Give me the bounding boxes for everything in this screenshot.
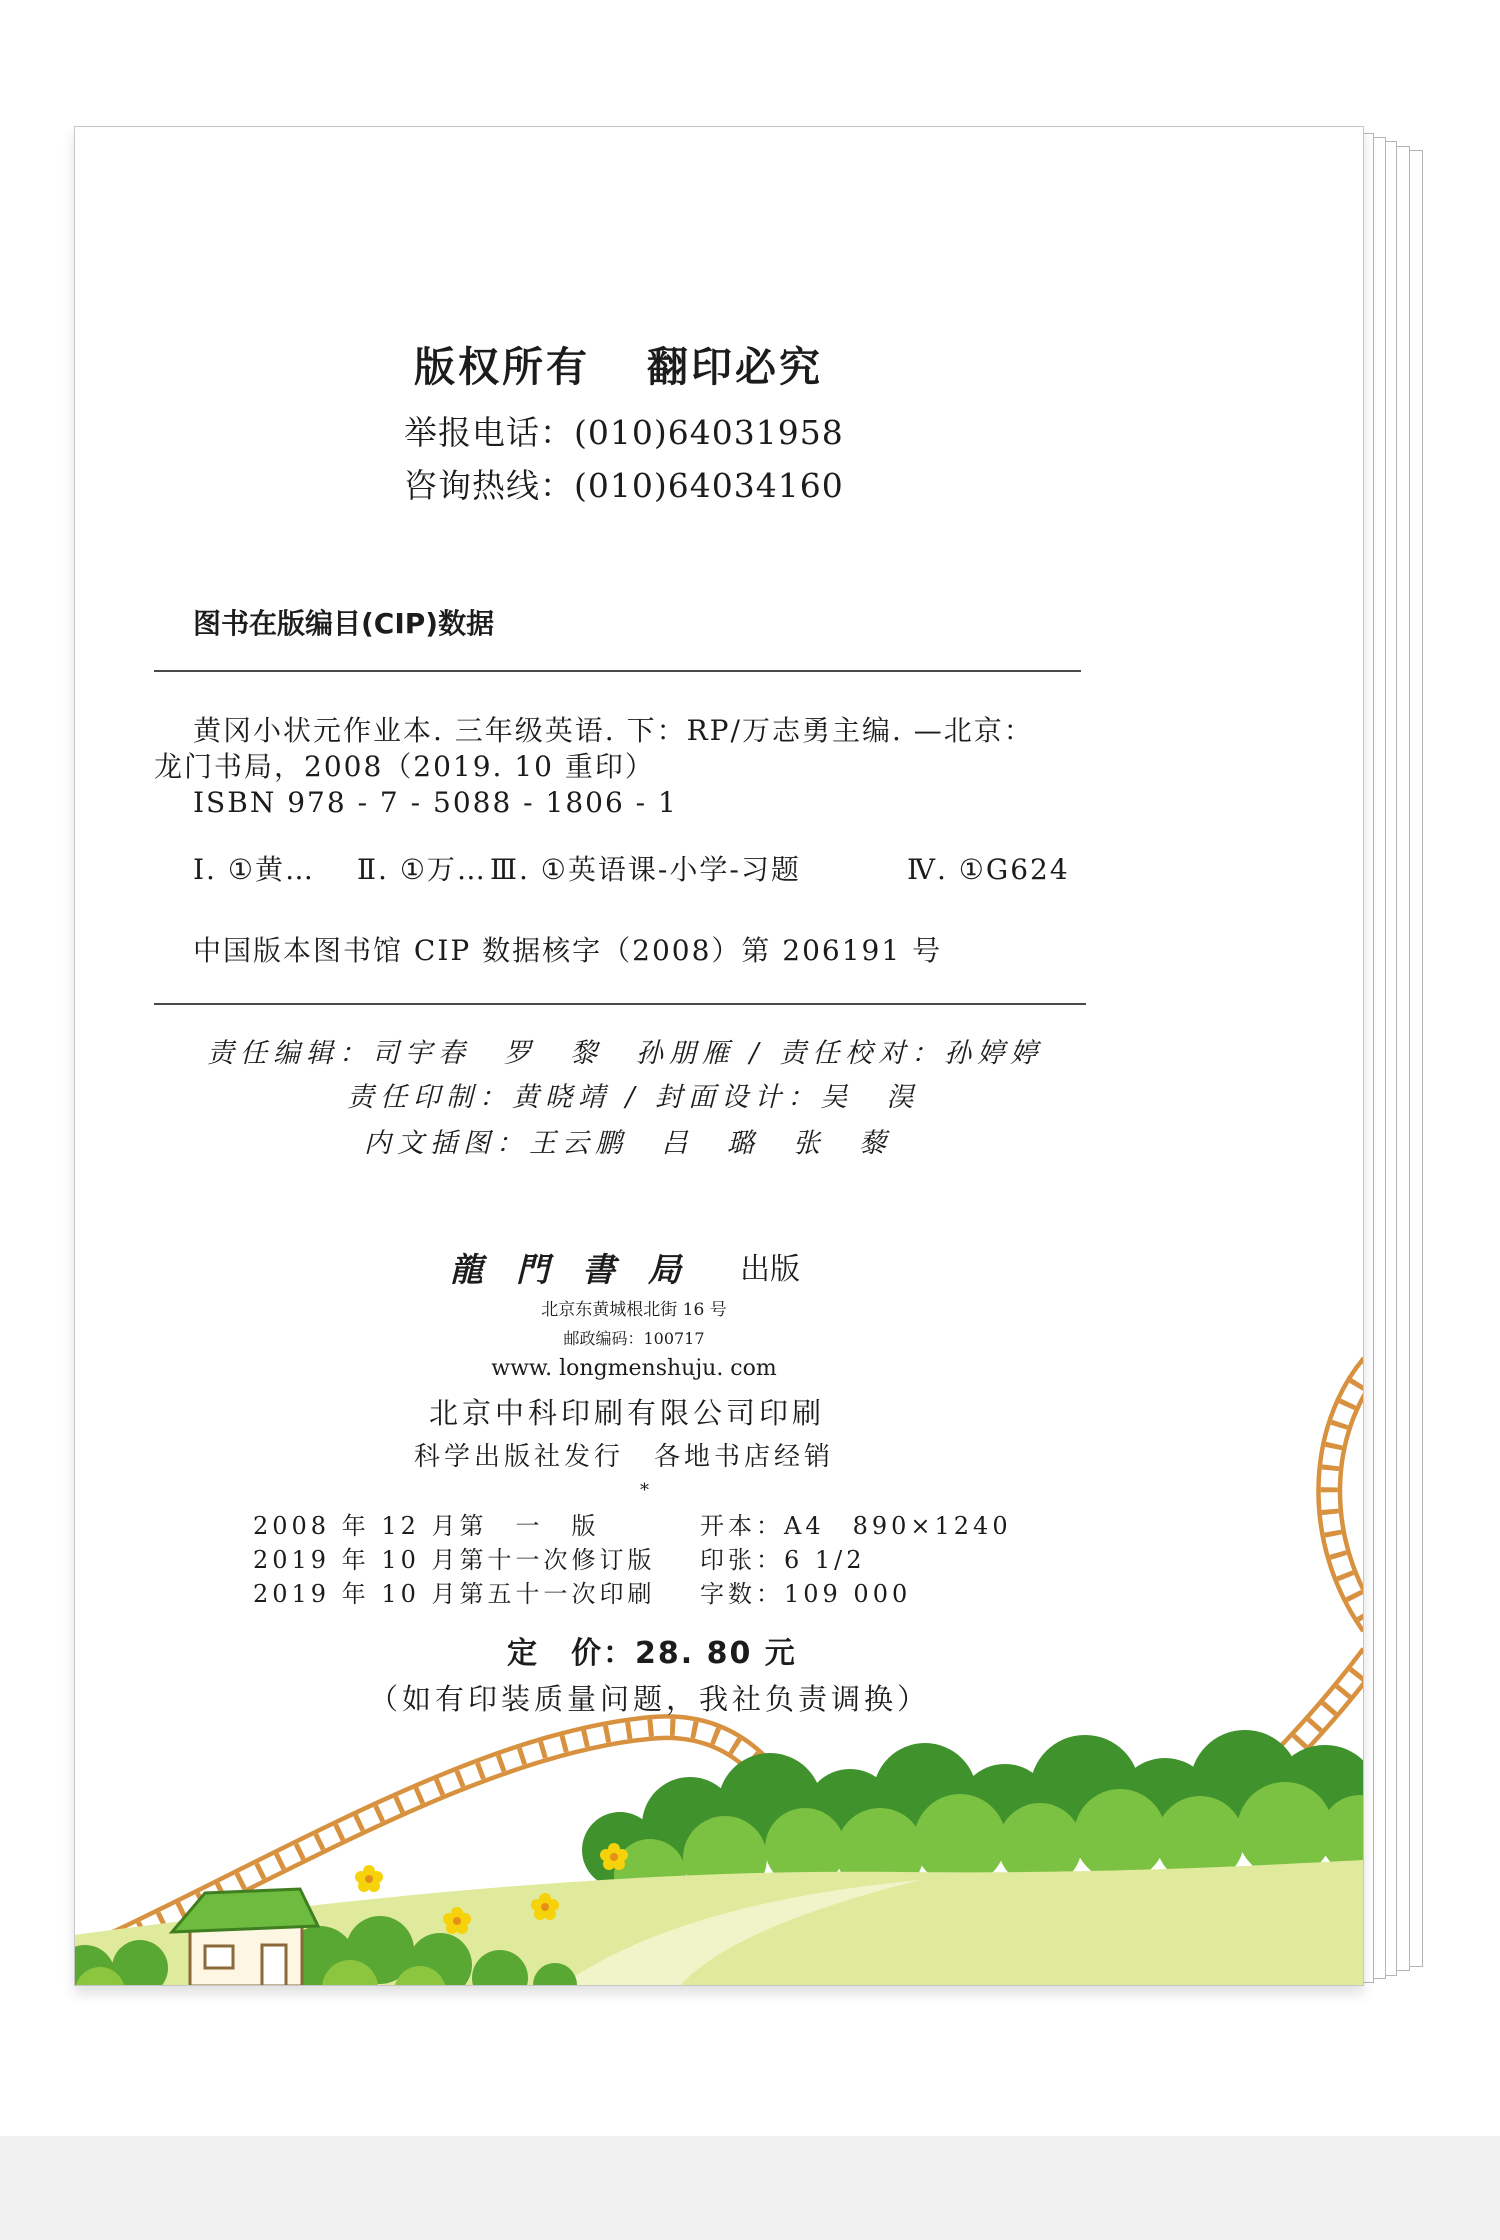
edition-history: 2019 年 10 月第五十一次印刷 <box>253 1580 656 1608</box>
copyright-notice-left: 版权所有 <box>414 343 590 391</box>
classification-item: Ⅳ. ①G624 <box>907 853 1070 886</box>
editor-credit: 责任编辑：司宇春 罗 黎 孙朋雁 / 责任校对：孙婷婷 <box>207 1038 1044 1069</box>
divider <box>154 1003 1086 1005</box>
cip-heading: 图书在版编目(CIP)数据 <box>193 607 495 640</box>
publisher-website: www. longmenshuju. com <box>491 1356 777 1381</box>
edition-spec: 字数：109 000 <box>700 1580 912 1608</box>
cip-publisher-line: 龙门书局，2008（2019. 10 重印） <box>154 750 655 783</box>
classification-item: Ⅲ. ①英语课-小学-习题 <box>490 853 801 886</box>
cip-title-line: 黄冈小状元作业本. 三年级英语. 下：RP/万志勇主编. —北京： <box>193 714 1034 747</box>
distribution: 科学出版社发行 各地书店经销 <box>414 1442 835 1472</box>
illustration-credit: 内文插图：王云鹏 吕 璐 张 藜 <box>364 1128 892 1159</box>
price: 定 价：28. 80 元 <box>507 1636 797 1671</box>
classification-item: Ⅱ. ①万… <box>357 853 487 886</box>
background-band <box>0 2136 1500 2240</box>
edition-history: 2019 年 10 月第十一次修订版 <box>253 1546 656 1574</box>
printer: 北京中科印刷有限公司印刷 <box>429 1396 826 1430</box>
separator-asterisk: * <box>640 1480 649 1501</box>
publisher-postcode: 邮政编码：100717 <box>563 1329 705 1348</box>
isbn: ISBN 978 - 7 - 5088 - 1806 - 1 <box>193 786 678 819</box>
production-credit: 责任印制：黄晓靖 / 封面设计：吴 淏 <box>347 1082 920 1113</box>
publisher-address: 北京东黄城根北街 16 号 <box>541 1300 727 1320</box>
edition-spec: 开本：A4 890×1240 <box>700 1512 1012 1540</box>
divider <box>154 670 1081 672</box>
classification-item: Ⅰ. ①黄… <box>193 853 315 886</box>
edition-spec: 印张：6 1/2 <box>700 1546 866 1574</box>
report-phone: 举报电话：(010)64031958 <box>404 413 844 452</box>
publisher-suffix: 出版 <box>740 1252 800 1287</box>
copyright-notice-right: 翻印必究 <box>647 343 823 391</box>
hotline: 咨询热线：(010)64034160 <box>404 466 844 505</box>
edition-history: 2008 年 12 月第 一 版 <box>253 1512 600 1540</box>
quality-notice: （如有印装质量问题，我社负责调换） <box>369 1682 931 1716</box>
cip-approval: 中国版本图书馆 CIP 数据核字（2008）第 206191 号 <box>193 934 943 967</box>
publisher-logo: 龍 門 書 局 <box>450 1250 681 1289</box>
